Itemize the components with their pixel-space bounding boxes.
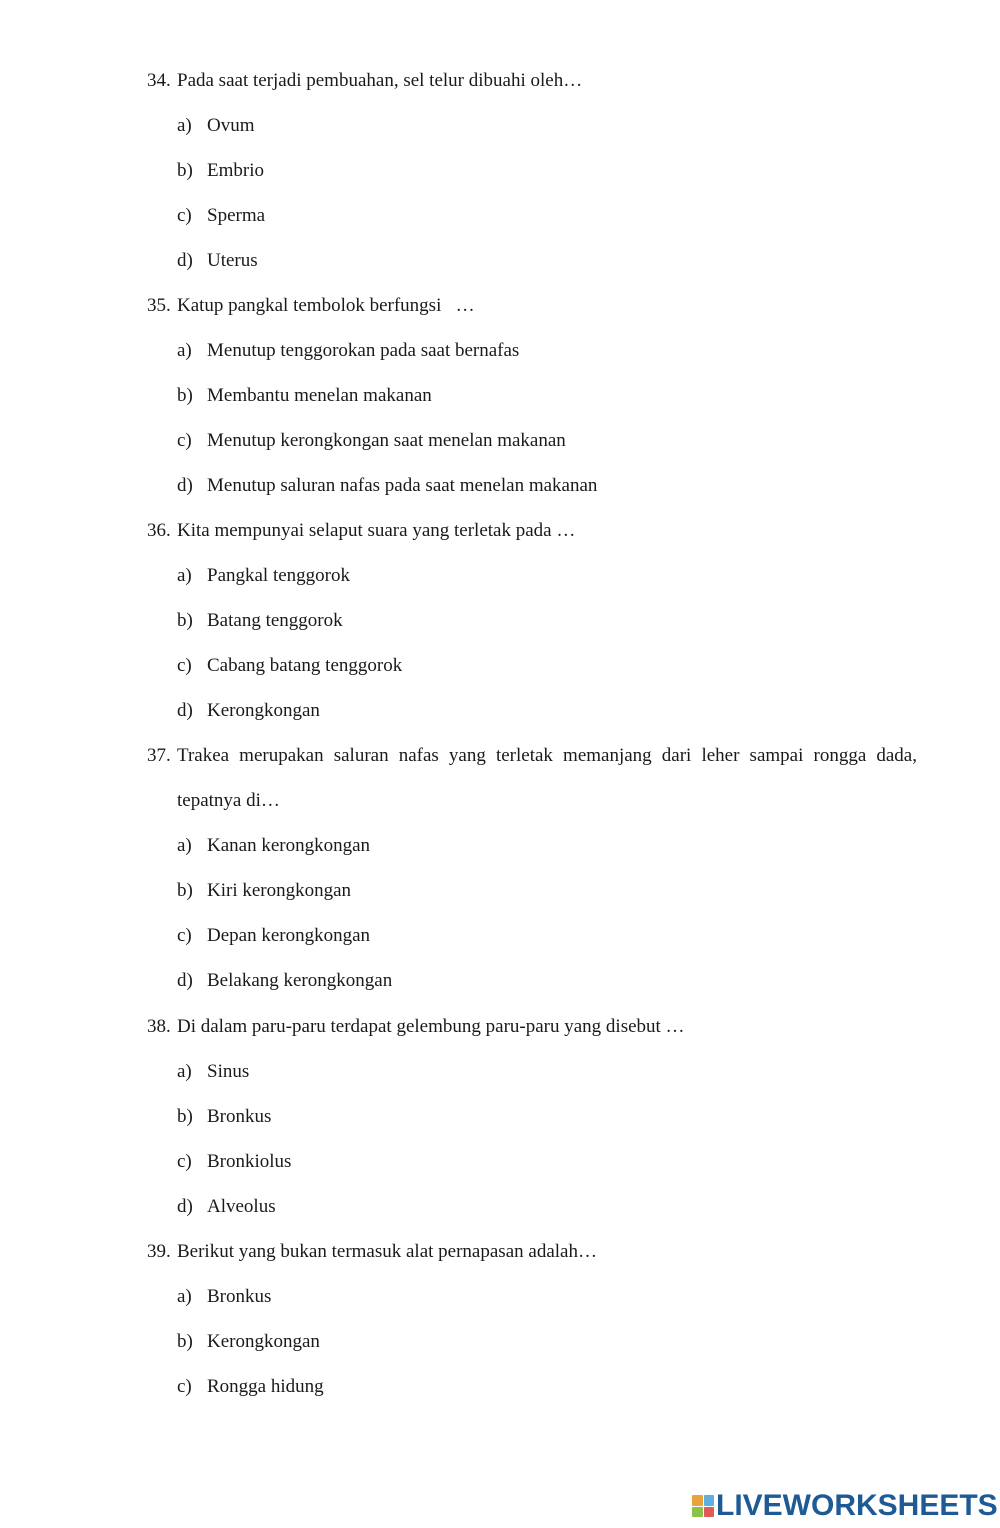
question-38-option-a-letter: a) bbox=[177, 1061, 192, 1082]
question-37-text-line2: tepatnya di… bbox=[177, 790, 280, 811]
logo-square-3 bbox=[692, 1507, 703, 1518]
question-39-option-c-letter: c) bbox=[177, 1376, 192, 1397]
question-34-option-c-letter: c) bbox=[177, 205, 192, 226]
question-36-option-a: Pangkal tenggorok bbox=[207, 565, 351, 586]
question-36-option-b: Batang tenggorok bbox=[207, 610, 343, 631]
question-36-number: 36. bbox=[147, 520, 171, 541]
question-39-option-a: Bronkus bbox=[207, 1286, 272, 1307]
question-38-option-a: Sinus bbox=[207, 1061, 250, 1082]
question-37-option-b-letter: b) bbox=[177, 880, 193, 901]
question-35-option-c: Menutup kerongkongan saat menelan makanan bbox=[207, 430, 566, 451]
question-35-option-c-letter: c) bbox=[177, 430, 192, 451]
question-35-option-d-letter: d) bbox=[177, 475, 193, 496]
question-35-option-d: Menutup saluran nafas pada saat menelan makanan bbox=[207, 475, 598, 496]
question-39-option-c: Rongga hidung bbox=[207, 1376, 324, 1397]
question-38-text: Di dalam paru-paru terdapat gelembung paru-paru yang disebut … bbox=[177, 1016, 685, 1037]
question-35-text: Katup pangkal tembolok berfungsi … bbox=[177, 295, 475, 316]
logo-square-2 bbox=[704, 1495, 715, 1506]
question-34-option-b: Embrio bbox=[207, 160, 264, 181]
question-37-text-line1: Trakea merupakan saluran nafas yang terletak memanjang dari leher sampai rongga dada, bbox=[177, 745, 917, 766]
liveworksheets-logo-icon bbox=[692, 1495, 714, 1517]
logo-square-4 bbox=[704, 1507, 715, 1518]
question-35-option-a-letter: a) bbox=[177, 340, 192, 361]
question-37-option-c: Depan kerongkongan bbox=[207, 925, 371, 946]
question-36-option-d: Kerongkongan bbox=[207, 700, 320, 721]
question-36-option-d-letter: d) bbox=[177, 700, 193, 721]
question-34-option-d: Uterus bbox=[207, 250, 258, 271]
question-36-option-c-letter: c) bbox=[177, 655, 192, 676]
question-37-option-d: Belakang kerongkongan bbox=[207, 970, 393, 991]
question-39-option-a-letter: a) bbox=[177, 1286, 192, 1307]
question-39-text: Berikut yang bukan termasuk alat pernapasan adalah… bbox=[177, 1241, 597, 1262]
question-35-option-a: Menutup tenggorokan pada saat bernafas bbox=[207, 340, 520, 361]
question-38-option-c: Bronkiolus bbox=[207, 1151, 292, 1172]
question-36-option-b-letter: b) bbox=[177, 610, 193, 631]
question-38-number: 38. bbox=[147, 1016, 171, 1037]
question-38-option-d-letter: d) bbox=[177, 1196, 193, 1217]
question-38-option-d: Alveolus bbox=[207, 1196, 276, 1217]
question-38-option-b: Bronkus bbox=[207, 1106, 272, 1127]
question-36-text: Kita mempunyai selaput suara yang terletak pada … bbox=[177, 520, 576, 541]
question-38-option-c-letter: c) bbox=[177, 1151, 192, 1172]
question-37-number: 37. bbox=[147, 745, 171, 766]
liveworksheets-logo-text: LIVEWORKSHEETS bbox=[716, 1489, 998, 1522]
logo-square-1 bbox=[692, 1495, 703, 1506]
liveworksheets-logo[interactable] bbox=[692, 1490, 998, 1522]
question-35-option-b-letter: b) bbox=[177, 385, 193, 406]
question-37-option-a-letter: a) bbox=[177, 835, 192, 856]
question-34-text: Pada saat terjadi pembuahan, sel telur dibuahi oleh… bbox=[177, 70, 583, 91]
question-37-option-b: Kiri kerongkongan bbox=[207, 880, 352, 901]
question-35-number: 35. bbox=[147, 295, 171, 316]
question-36-option-c: Cabang batang tenggorok bbox=[207, 655, 403, 676]
question-34-number: 34. bbox=[147, 70, 171, 91]
question-37-option-c-letter: c) bbox=[177, 925, 192, 946]
question-38-option-b-letter: b) bbox=[177, 1106, 193, 1127]
question-39-option-b-letter: b) bbox=[177, 1331, 193, 1352]
question-34-option-c: Sperma bbox=[207, 205, 266, 226]
question-34-option-a: Ovum bbox=[207, 115, 255, 136]
question-34-option-b-letter: b) bbox=[177, 160, 193, 181]
question-36-option-a-letter: a) bbox=[177, 565, 192, 586]
question-37-option-d-letter: d) bbox=[177, 970, 193, 991]
question-34-option-d-letter: d) bbox=[177, 250, 193, 271]
question-34-option-a-letter: a) bbox=[177, 115, 192, 136]
question-37-option-a: Kanan kerongkongan bbox=[207, 835, 371, 856]
question-39-option-b: Kerongkongan bbox=[207, 1331, 320, 1352]
question-35-option-b: Membantu menelan makanan bbox=[207, 385, 432, 406]
question-39-number: 39. bbox=[147, 1241, 171, 1262]
